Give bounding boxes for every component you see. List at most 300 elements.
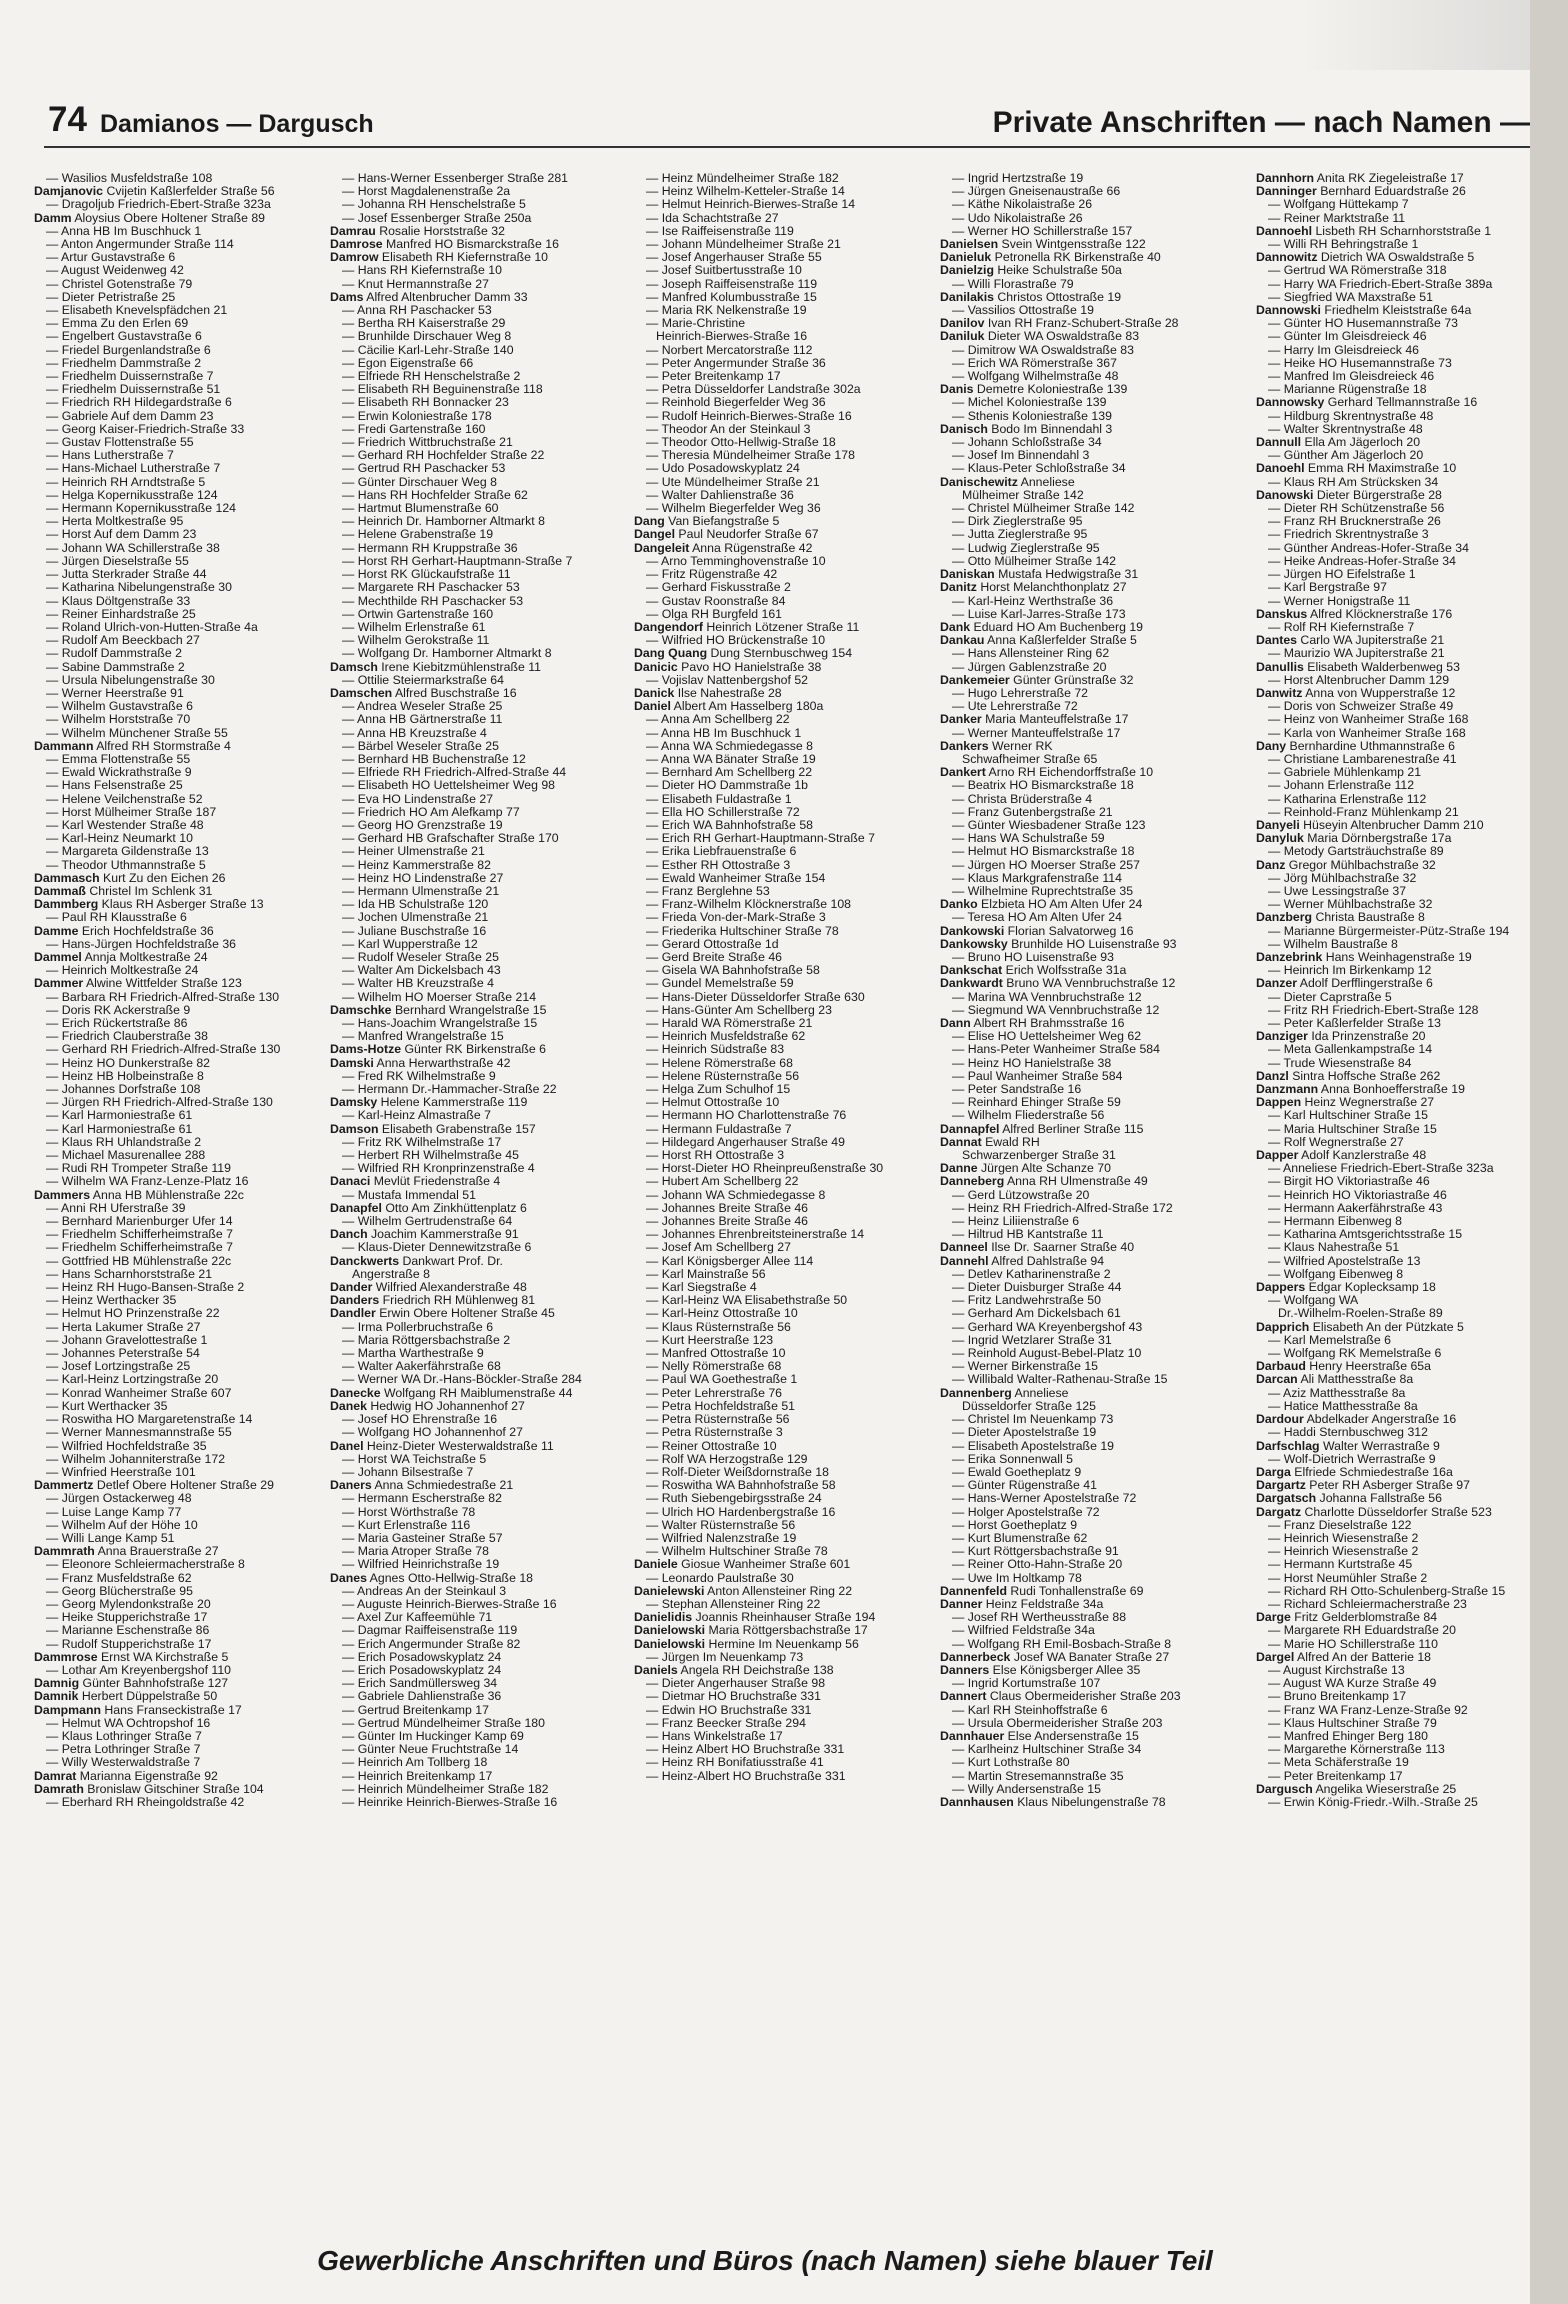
surname: Dannowsky	[1256, 396, 1325, 410]
directory-entry: Danskus Alfred Klöcknerstraße 176	[1256, 607, 1453, 621]
surname: Danapfel	[330, 1201, 382, 1215]
directory-entry: — Wilfried HO Brückenstraße 10	[646, 634, 826, 648]
surname: Dammertz	[34, 1479, 94, 1493]
directory-entry: — Heinrich Wiesenstraße 2	[1268, 1545, 1419, 1559]
directory-entry: Daniel Albert Am Hasselberg 180a	[634, 700, 824, 714]
directory-entry: — Christa Brüderstraße 4	[952, 792, 1093, 806]
surname: Damschen	[330, 686, 393, 700]
directory-entry: Dangel Paul Neudorfer Straße 67	[634, 528, 819, 542]
directory-entry: — Michel Koloniestraße 139	[952, 396, 1107, 410]
page-header	[40, 100, 1530, 148]
surname: Danielsen	[940, 238, 999, 252]
directory-entry: Dannenfeld Rudi Tonhallenstraße 69	[940, 1584, 1144, 1598]
directory-entry: — Wilhelm Auf der Höhe 10	[46, 1518, 198, 1532]
directory-entry: — Heinz Werthacker 35	[46, 1294, 177, 1308]
directory-entry: — Elisabeth Knevelspfädchen 21	[46, 304, 228, 318]
directory-entry: — Jürgen HO Eifelstraße 1	[1268, 568, 1416, 582]
directory-entry: Dannert Claus Obermeiderisher Straße 203	[940, 1690, 1181, 1704]
directory-entry: — Petra Rüsternstraße 3	[646, 1426, 783, 1440]
directory-entry: — Horst Mülheimer Straße 187	[46, 805, 217, 819]
directory-entry: — Margareta Gildenstraße 13	[46, 845, 209, 859]
directory-entry: — Hermann Escherstraße 82	[342, 1492, 502, 1506]
surname: Danielzig	[940, 264, 994, 278]
surname: Daniel	[634, 700, 671, 714]
surname: Darbaud	[1256, 1360, 1306, 1374]
directory-entry: Darbaud Henry Heerstraße 65a	[1256, 1360, 1431, 1374]
directory-entry: Dankowsky Brunhilde HO Luisenstraße 93	[940, 937, 1177, 951]
directory-entry: — Fritz RH Friedrich-Ebert-Straße 128	[1268, 1003, 1479, 1017]
directory-entry: — Hans Lutherstraße 7	[46, 449, 174, 463]
directory-entry: — Heinrich Südstraße 83	[646, 1043, 785, 1057]
directory-entry: — Hans RH Kiefernstraße 10	[342, 264, 502, 278]
directory-entry: Dannapfel Alfred Berliner Straße 115	[940, 1122, 1144, 1136]
directory-entry: — August Kirchstraße 13	[1268, 1663, 1405, 1677]
directory-entry: — Esther RH Ottostraße 3	[646, 858, 791, 872]
surname: Darga	[1256, 1465, 1291, 1479]
directory-entry: — Theodor Uthmannstraße 5	[46, 858, 206, 872]
directory-entry: Dankert Arno RH Eichendorffstraße 10	[940, 766, 1154, 780]
directory-entry: — Emma Flottenstraße 55	[46, 752, 191, 766]
directory-entry: Daniels Angela RH Deichstraße 138	[634, 1663, 834, 1677]
directory-entry: — Hans-Dieter Düsseldorfer Straße 630	[646, 990, 865, 1004]
directory-entry: Dankowski Florian Salvatorweg 16	[940, 924, 1134, 938]
directory-entry: — Katharina Nibelungenstraße 30	[46, 581, 232, 595]
directory-entry: — Elisabeth RH Beguinenstraße 118	[342, 383, 543, 397]
directory-entry: — Erika Liebfrauenstraße 6	[646, 845, 797, 859]
directory-entry: — Wolfgang RK Memelstraße 6	[1268, 1347, 1442, 1361]
directory-entry: — Ruth Siebengebirgsstraße 24	[646, 1492, 822, 1506]
directory-entry: — Ludwig Zieglerstraße 95	[952, 541, 1100, 555]
directory-entry: — Wilhelm WA Franz-Lenze-Platz 16	[46, 1175, 249, 1189]
directory-entry: — Emma Zu den Erlen 69	[46, 317, 189, 331]
surname: Danes	[330, 1571, 367, 1585]
directory-entry: Daniele Giosue Wanheimer Straße 601	[634, 1558, 851, 1572]
directory-entry: Dankers Werner RK	[940, 739, 1053, 753]
directory-entry: — Karl Memelstraße 6	[1268, 1333, 1391, 1347]
surname: Danner	[940, 1597, 983, 1611]
directory-entry: — Elisabeth Apostelstraße 19	[952, 1439, 1114, 1453]
directory-entry: Damschen Alfred Buschstraße 16	[330, 686, 517, 700]
directory-entry: Damm Aloysius Obere Holtener Straße 89	[34, 211, 266, 225]
directory-entry: — Michael Masurenallee 288	[46, 1149, 206, 1163]
directory-column-5	[1256, 172, 1530, 1809]
surname: Danzberg	[1256, 911, 1313, 925]
directory-entry: Dammertz Detlef Obere Holtener Straße 29	[34, 1479, 274, 1493]
directory-entry: — Willy Andersenstraße 15	[952, 1782, 1101, 1796]
directory-entry: Dargusch Angelika Wieserstraße 25	[1256, 1782, 1457, 1796]
directory-entry: — Harry WA Friedrich-Ebert-Straße 389a	[1268, 277, 1493, 291]
directory-entry: Dany Bernhardine Uthmannstraße 6	[1256, 739, 1455, 753]
directory-entry: — Edwin HO Bruchstraße 331	[646, 1703, 812, 1717]
directory-entry: — Hartmut Blumenstraße 60	[342, 502, 499, 516]
directory-entry: — Franz Berglehne 53	[646, 884, 770, 898]
directory-entry: — Karl Königsberger Allee 114	[646, 1254, 814, 1268]
directory-entry: — Friedhelm Dammstraße 2	[46, 356, 202, 370]
directory-entry: — Marie-Christine	[646, 317, 746, 331]
directory-entry: — Ingrid Kortumstraße 107	[952, 1677, 1101, 1691]
surname: Dankers	[940, 739, 989, 753]
directory-entry: — Heinz HO Dunkerstraße 82	[46, 1056, 211, 1070]
directory-entry: — Heinz RH Bonifatiusstraße 41	[646, 1756, 824, 1770]
directory-entry: — Hermann Eibenweg 8	[1268, 1215, 1402, 1229]
directory-entry: — Dieter Caprstraße 5	[1268, 990, 1392, 1004]
directory-entry: — Helga Kopernikusstraße 124	[46, 488, 218, 502]
surname: Dardour	[1256, 1413, 1304, 1427]
directory-entry: — Friedhelm Duissernstraße 7	[46, 370, 214, 384]
directory-entry: — Leonardo Paulstraße 30	[646, 1571, 794, 1585]
directory-entry: — Johannes Dorfstraße 108	[46, 1083, 201, 1097]
directory-entry: — Hans-Peter Wanheimer Straße 584	[952, 1043, 1160, 1057]
directory-entry: Danielewski Anton Allensteiner Ring 22	[634, 1584, 853, 1598]
surname: Danninger	[1256, 185, 1317, 199]
surname: Dannert	[940, 1690, 987, 1704]
directory-entry: — Willy Westerwaldstraße 7	[46, 1756, 201, 1770]
directory-entry: Danker Maria Manteuffelstraße 17	[940, 713, 1129, 727]
directory-entry: — Gertrud Mündelheimer Straße 180	[342, 1716, 545, 1730]
directory-entry: Dargatsch Johanna Fallstraße 56	[1256, 1492, 1442, 1506]
directory-entry: — Friedrich Skrentnystraße 3	[1268, 528, 1429, 542]
directory-entry: Schwafheimer Straße 65	[962, 752, 1098, 766]
directory-entry: Danzl Sintra Hoffsche Straße 262	[1256, 1069, 1441, 1083]
surname: Danischewitz	[940, 475, 1018, 489]
directory-entry: — Karl Hultschiner Straße 15	[1268, 1109, 1428, 1123]
directory-entry: — Friedrich RH Hildegardstraße 6	[46, 396, 232, 410]
directory-entry: — Klaus Markgrafenstraße 114	[952, 871, 1122, 885]
directory-entry: — Karl-Heinz Werthstraße 36	[952, 594, 1114, 608]
directory-entry: Damski Anna Herwarthstraße 42	[330, 1056, 511, 1070]
directory-entry: — Horst WA Teichstraße 5	[342, 1452, 487, 1466]
directory-entry: — Friedhelm Duissernstraße 51	[46, 383, 221, 397]
surname: Damrau	[330, 224, 376, 238]
directory-entry: — Werner WA Dr.-Hans-Böckler-Straße 284	[342, 1373, 582, 1387]
surname: Danieluk	[940, 251, 992, 265]
surname: Danzmann	[1256, 1083, 1319, 1097]
surname: Dammaß	[34, 884, 86, 898]
directory-entry: Dannerbeck Josef WA Banater Straße 27	[940, 1650, 1170, 1664]
directory-entry: — Wolfgang Hüttekamp 7	[1268, 198, 1409, 212]
directory-entry: Danielzig Heike Schulstraße 50a	[940, 264, 1122, 278]
directory-entry: — Siegmund WA Vennbruchstraße 12	[952, 1003, 1160, 1017]
directory-entry: Angerstraße 8	[352, 1267, 430, 1281]
directory-entry: — Rudolf Weseler Straße 25	[342, 950, 499, 964]
directory-entry: — Gabriele Dahlienstraße 36	[342, 1690, 502, 1704]
surname: Damrow	[330, 251, 379, 265]
surname: Dammel	[34, 950, 82, 964]
directory-entry: — Rudolf Am Beeckbach 27	[46, 634, 200, 648]
directory-entry: — Helmut HO Bismarckstraße 18	[952, 845, 1135, 859]
directory-entry: — Hans Allensteiner Ring 62	[952, 647, 1110, 661]
directory-entry: Dandler Erwin Obere Holtener Straße 45	[330, 1307, 555, 1321]
directory-entry: Damme Erich Hochfeldstraße 36	[34, 924, 214, 938]
directory-entry: — Johann WA Schmiedegasse 8	[646, 1188, 826, 1202]
directory-entry: — Hugo Lehrerstraße 72	[952, 686, 1089, 700]
surname: Dams	[330, 290, 364, 304]
directory-entry: Dann Albert RH Brahmsstraße 16	[940, 1017, 1125, 1030]
directory-entry: — Siegfried WA Maxstraße 51	[1268, 290, 1433, 304]
directory-entry: — Heike Andreas-Hofer-Straße 34	[1268, 554, 1456, 568]
directory-entry: — Karl Harmoniestraße 61	[46, 1122, 193, 1136]
surname: Dargel	[1256, 1650, 1295, 1664]
directory-entry: Danzer Adolf Derfflingerstraße 6	[1256, 977, 1433, 991]
directory-entry: Danneberg Anna RH Ulmenstraße 49	[940, 1175, 1148, 1189]
directory-entry: Darga Elfriede Schmiedestraße 16a	[1256, 1465, 1453, 1479]
surname: Dammer	[34, 977, 84, 991]
directory-entry: — Dieter Apostelstraße 19	[952, 1426, 1097, 1440]
directory-entry: — Herta Moltkestraße 95	[46, 515, 184, 529]
surname: Dank	[940, 620, 971, 634]
directory-entry: — Cäcilie Karl-Lehr-Straße 140	[342, 343, 514, 357]
directory-entry: — Gerhard Am Dickelsbach 61	[952, 1307, 1121, 1321]
directory-entry: — Anna HB Im Buschhuck 1	[46, 224, 202, 238]
directory-entry: Dammel Annja Moltkestraße 24	[34, 950, 208, 964]
surname: Danzer	[1256, 977, 1298, 991]
surname: Danielidis	[634, 1611, 693, 1625]
directory-entry: — Franz WA Franz-Lenze-Straße 92	[1268, 1703, 1468, 1717]
directory-entry: — Petra Rüsternstraße 56	[646, 1413, 790, 1427]
directory-entry: Dannat Ewald RH	[940, 1135, 1040, 1149]
directory-entry: — Manfred Im Gleisdreieck 46	[1268, 370, 1435, 384]
directory-entry: Dams-Hotze Günter RK Birkenstraße 6	[330, 1043, 546, 1057]
surname: Dandler	[330, 1307, 376, 1321]
directory-entry: Dargel Alfred An der Batterie 18	[1256, 1650, 1431, 1664]
directory-entry: — Eleonore Schleiermacherstraße 8	[46, 1558, 245, 1572]
directory-entry: — Hermann Ulmenstraße 21	[342, 884, 500, 898]
directory-entry: — Käthe Nikolaistraße 26	[952, 198, 1093, 212]
surname: Dargatsch	[1256, 1492, 1317, 1506]
directory-entry: Damjanovic Cvijetin Kaßlerfelder Straße 56	[34, 185, 275, 199]
directory-entry: — Johannes Peterstraße 54	[46, 1347, 200, 1361]
directory-entry: — Karl Mainstraße 56	[646, 1267, 766, 1281]
directory-entry: — Franz Musfeldstraße 62	[46, 1571, 192, 1585]
directory-entry: — Helga Zum Schulhof 15	[646, 1083, 791, 1097]
directory-column-4	[940, 172, 1240, 1809]
directory-entry: Dannhausen Klaus Nibelungenstraße 78	[940, 1795, 1166, 1809]
directory-entry: — Erika Sonnenwall 5	[952, 1452, 1073, 1466]
surname: Dammasch	[34, 871, 100, 885]
directory-entry: — Rudi RH Trompeter Straße 119	[46, 1162, 231, 1176]
directory-entry: Danch Joachim Kammerstraße 91	[330, 1228, 519, 1242]
directory-entry: — Hans RH Hochfelder Straße 62	[342, 488, 528, 502]
directory-entry: — Peter Sandstraße 16	[952, 1083, 1082, 1097]
directory-entry: Mülheimer Straße 142	[962, 488, 1084, 502]
directory-entry: Danzberg Christa Baustraße 8	[1256, 911, 1425, 925]
directory-entry: — Helmut WA Ochtropshof 16	[46, 1716, 211, 1730]
page-corner-shadow	[1300, 0, 1530, 70]
directory-entry: Danko Elzbieta HO Am Alten Ufer 24	[940, 898, 1143, 912]
surname: Danyluk	[1256, 832, 1304, 846]
directory-entry: — Gerhard HB Grafschafter Straße 170	[342, 832, 559, 846]
surname: Dankschat	[940, 964, 1003, 978]
directory-entry: — Bernhard Am Schellberg 22	[646, 766, 813, 780]
directory-entry: — Fredi Gartenstraße 160	[342, 422, 486, 436]
directory-entry: — Günter Dirschauer Weg 8	[342, 475, 497, 489]
directory-entry: — Elisabeth HO Uettelsheimer Weg 98	[342, 779, 556, 793]
directory-entry: — Vassilios Ottostraße 19	[952, 304, 1094, 318]
surname: Damsch	[330, 660, 378, 674]
directory-entry: — Rolf WA Herzogstraße 129	[646, 1452, 808, 1466]
directory-entry: — Hubert Am Schellberg 22	[646, 1175, 799, 1189]
directory-entry: — Dieter Duisburger Straße 44	[952, 1281, 1122, 1295]
directory-entry: — Reiner Otto-Hahn-Straße 20	[952, 1558, 1123, 1572]
directory-entry: — Bernhard Marienburger Ufer 14	[46, 1215, 233, 1229]
directory-entry: Danick Ilse Nahestraße 28	[634, 686, 782, 700]
directory-entry: — Heinrich Wiesenstraße 2	[1268, 1531, 1419, 1545]
surname: Dann	[940, 1017, 971, 1030]
directory-entry: — Erwin Koloniestraße 178	[342, 409, 492, 423]
directory-entry: — Hans-Werner Essenberger Straße 281	[342, 172, 568, 185]
surname: Danckwerts	[330, 1254, 400, 1268]
directory-entry: Danyluk Maria Dörnbergstraße 17a	[1256, 832, 1452, 846]
directory-entry: — Willi Florastraße 79	[952, 277, 1074, 291]
directory-entry: — Dieter RH Schützenstraße 56	[1268, 502, 1445, 516]
directory-entry: Danzmann Anna Bonhoefferstraße 19	[1256, 1083, 1465, 1097]
surname: Danecke	[330, 1386, 381, 1400]
surname: Dangeleit	[634, 541, 690, 555]
directory-entry: — Jürgen Im Neuenkamp 73	[646, 1650, 804, 1664]
directory-entry: — Karl-Heinz Lortzingstraße 20	[46, 1373, 219, 1387]
directory-entry: — Hans-Günter Am Schellberg 23	[646, 1003, 832, 1017]
directory-entry: — Walter Rüsternstraße 56	[646, 1518, 796, 1532]
directory-entry: — Christiane Lambarenestraße 41	[1268, 752, 1457, 766]
header-section-title: Private Anschriften — nach Namen —	[992, 106, 1530, 139]
directory-entry: — Günter Im Gleisdreieck 46	[1268, 330, 1427, 344]
directory-entry: — Herta Lakumer Straße 27	[46, 1320, 201, 1334]
directory-entry: — Andrea Weseler Straße 25	[342, 700, 503, 714]
directory-entry: — Josef RH Wertheusstraße 88	[952, 1611, 1127, 1625]
surname: Dammrath	[34, 1545, 95, 1559]
directory-entry: — Gerhard RH Hochfelder Straße 22	[342, 449, 545, 463]
directory-entry: — Josef Im Binnendahl 3	[952, 449, 1090, 463]
directory-entry: — Karl Westender Straße 48	[46, 818, 204, 832]
directory-entry: — Hans Scharnhorststraße 21	[46, 1267, 213, 1281]
directory-entry: — Werner Mühlbachstraße 32	[1268, 898, 1433, 912]
directory-entry: — Birgit HO Viktoriastraße 46	[1268, 1175, 1430, 1189]
directory-entry: — Meta Schäferstraße 19	[1268, 1756, 1409, 1770]
directory-entry: Danninger Bernhard Eduardstraße 26	[1256, 185, 1466, 199]
directory-entry: Dammrath Anna Brauerstraße 27	[34, 1545, 219, 1559]
directory-entry: — Erich Posadowskyplatz 24	[342, 1650, 502, 1664]
directory-entry: — Hatice Matthesstraße 8a	[1268, 1399, 1418, 1413]
directory-entry: — Reiner Marktstraße 11	[1268, 211, 1406, 225]
directory-entry: Dankwardt Bruno WA Vennbruchstraße 12	[940, 977, 1176, 991]
directory-entry: Danischewitz Anneliese	[940, 475, 1075, 489]
directory-entry: — Klaus RH Uhlandstraße 2	[46, 1135, 202, 1149]
surname: Dappen	[1256, 1096, 1302, 1110]
surname: Dany	[1256, 739, 1287, 753]
surname: Dampmann	[34, 1703, 101, 1717]
directory-entry: — Anton Angermunder Straße 114	[46, 238, 234, 252]
directory-entry: — Helene Grabenstraße 19	[342, 528, 494, 542]
directory-entry: — Bruno HO Luisenstraße 93	[952, 950, 1114, 964]
directory-entry: — Nelly Römerstraße 68	[646, 1360, 782, 1374]
directory-entry: Dammberg Klaus RH Asberger Straße 13	[34, 898, 264, 912]
directory-entry: — Johann Gravelottestraße 1	[46, 1333, 208, 1347]
directory-entry: — Heinrich Im Birkenkamp 12	[1268, 964, 1432, 978]
directory-entry: — Heinz Mündelheimer Straße 182	[646, 172, 839, 185]
directory-entry: — Herbert RH Wilhelmstraße 45	[342, 1149, 519, 1163]
directory-entry: — Walter HB Kreuzstraße 4	[342, 977, 494, 991]
page-number: 74	[48, 100, 87, 139]
directory-entry: Damrose Manfred HO Bismarckstraße 16	[330, 238, 559, 252]
directory-entry: — Hans WA Schulstraße 59	[952, 832, 1105, 846]
directory-entry: — Paul WA Goethestraße 1	[646, 1373, 798, 1387]
directory-entry: Damrath Bronislaw Gitschiner Straße 104	[34, 1782, 264, 1796]
directory-entry: — Heinrich RH Arndtstraße 5	[46, 475, 206, 489]
directory-entry: — Kurt Werthacker 35	[46, 1399, 168, 1413]
directory-entry: — Rolf-Dieter Weißdornstraße 18	[646, 1465, 829, 1479]
directory-entry: — Anna HB Kreuzstraße 4	[342, 726, 487, 740]
directory-entry: Dappers Edgar Koplecksamp 18	[1256, 1281, 1436, 1295]
directory-entry: — Petra Hochfeldstraße 51	[646, 1399, 795, 1413]
footer-note: Gewerbliche Anschriften und Büros (nach Namen) siehe blauer Teil	[317, 2245, 1213, 2276]
directory-entry: — Fritz Landwehrstraße 50	[952, 1294, 1101, 1308]
directory-entry: — Karl-Heinz Almastraße 7	[342, 1109, 491, 1123]
directory-entry: — Uwe Lessingstraße 37	[1268, 884, 1407, 898]
directory-entry: — Stephan Allensteiner Ring 22	[646, 1597, 821, 1611]
directory-entry: — Marianne Bürgermeister-Pütz-Straße 194	[1268, 924, 1510, 938]
directory-entry: Dannoehl Lisbeth RH Scharnhorststraße 1	[1256, 224, 1492, 238]
directory-entry: — Erich Sandmüllersweg 34	[342, 1677, 498, 1691]
directory-entry: — Bernhard HB Buchenstraße 12	[342, 752, 526, 766]
surname: Danwitz	[1256, 686, 1303, 700]
directory-entry: — Kurt Blumenstraße 62	[952, 1531, 1088, 1545]
directory-entry: Danek Hedwig HO Johannenhof 27	[330, 1399, 525, 1413]
directory-entry: Dank Eduard HO Am Buchenberg 19	[940, 620, 1144, 634]
directory-entry: — Metody Gartsträuchstraße 89	[1268, 845, 1444, 859]
directory-entry: Schwarzenberger Straße 31	[962, 1149, 1116, 1163]
directory-entry: — Klaus-Dieter Dennewitzstraße 6	[342, 1241, 532, 1255]
directory-entry: — Wolfgang Dr. Hamborner Altmarkt 8	[342, 647, 552, 661]
directory-entry: — Christel Gotenstraße 79	[46, 277, 193, 291]
directory-entry: Danners Else Königsberger Allee 35	[940, 1663, 1141, 1677]
directory-entry: — Hans-Michael Lutherstraße 7	[46, 462, 221, 476]
directory-entry: Düsseldorfer Straße 125	[962, 1399, 1096, 1413]
directory-entry: — Auguste Heinrich-Bierwes-Straße 16	[342, 1597, 557, 1611]
surname: Danzebrink	[1256, 950, 1323, 964]
directory-entry: — Martin Stresemannstraße 35	[952, 1769, 1124, 1783]
directory-entry: — Maria Hultschiner Straße 15	[1268, 1122, 1437, 1136]
directory-entry: Dammers Anna HB Mühlenstraße 22c	[34, 1188, 244, 1202]
directory-entry: — Johanna RH Henschelstraße 5	[342, 198, 526, 212]
directory-entry: Danyeli Hüseyin Altenbrucher Damm 210	[1256, 818, 1484, 832]
directory-entry: Damson Elisabeth Grabenstraße 157	[330, 1122, 536, 1136]
directory-entry: — Horst Magdalenenstraße 2a	[342, 185, 511, 199]
directory-entry: — Reinhold August-Bebel-Platz 10	[952, 1347, 1142, 1361]
directory-entry: — Dieter Petristraße 25	[46, 290, 176, 304]
directory-entry: Dampmann Hans Franseckistraße 17	[34, 1703, 242, 1717]
directory-entry: — Paul Wanheimer Straße 584	[952, 1069, 1123, 1083]
directory-entry: — Anni RH Uferstraße 39	[46, 1201, 186, 1215]
surname: Danitz	[940, 581, 977, 595]
directory-entry: — Margarete RH Eduardstraße 20	[1268, 1624, 1456, 1638]
surname: Danker	[940, 713, 982, 727]
directory-entry: Daners Anna Schmiedestraße 21	[330, 1479, 514, 1493]
surname: Damme	[34, 924, 79, 938]
directory-entry: — Wilfried Feldstraße 34a	[952, 1624, 1095, 1638]
directory-entry: — Lothar Am Kreyenbergshof 110	[46, 1663, 232, 1677]
directory-entry: — Josef Essenberger Straße 250a	[342, 211, 532, 225]
directory-entry: — Ute Mündelheimer Straße 21	[646, 475, 820, 489]
surname: Dargartz	[1256, 1479, 1306, 1493]
directory-entry: Darcan Ali Matthesstraße 8a	[1256, 1373, 1414, 1387]
surname: Danaci	[330, 1175, 371, 1189]
directory-entry: — Reinhold Biegerfelder Weg 36	[646, 396, 826, 410]
directory-entry: — Karla von Wanheimer Straße 168	[1268, 726, 1466, 740]
directory-entry: — Olga RH Burgfeld 161	[646, 607, 783, 621]
directory-entry: — Willi Lange Kamp 51	[46, 1531, 175, 1545]
directory-entry: — Heinrich Dr. Hamborner Altmarkt 8	[342, 515, 545, 529]
directory-entry: — Heinz Kammerstraße 82	[342, 858, 491, 872]
